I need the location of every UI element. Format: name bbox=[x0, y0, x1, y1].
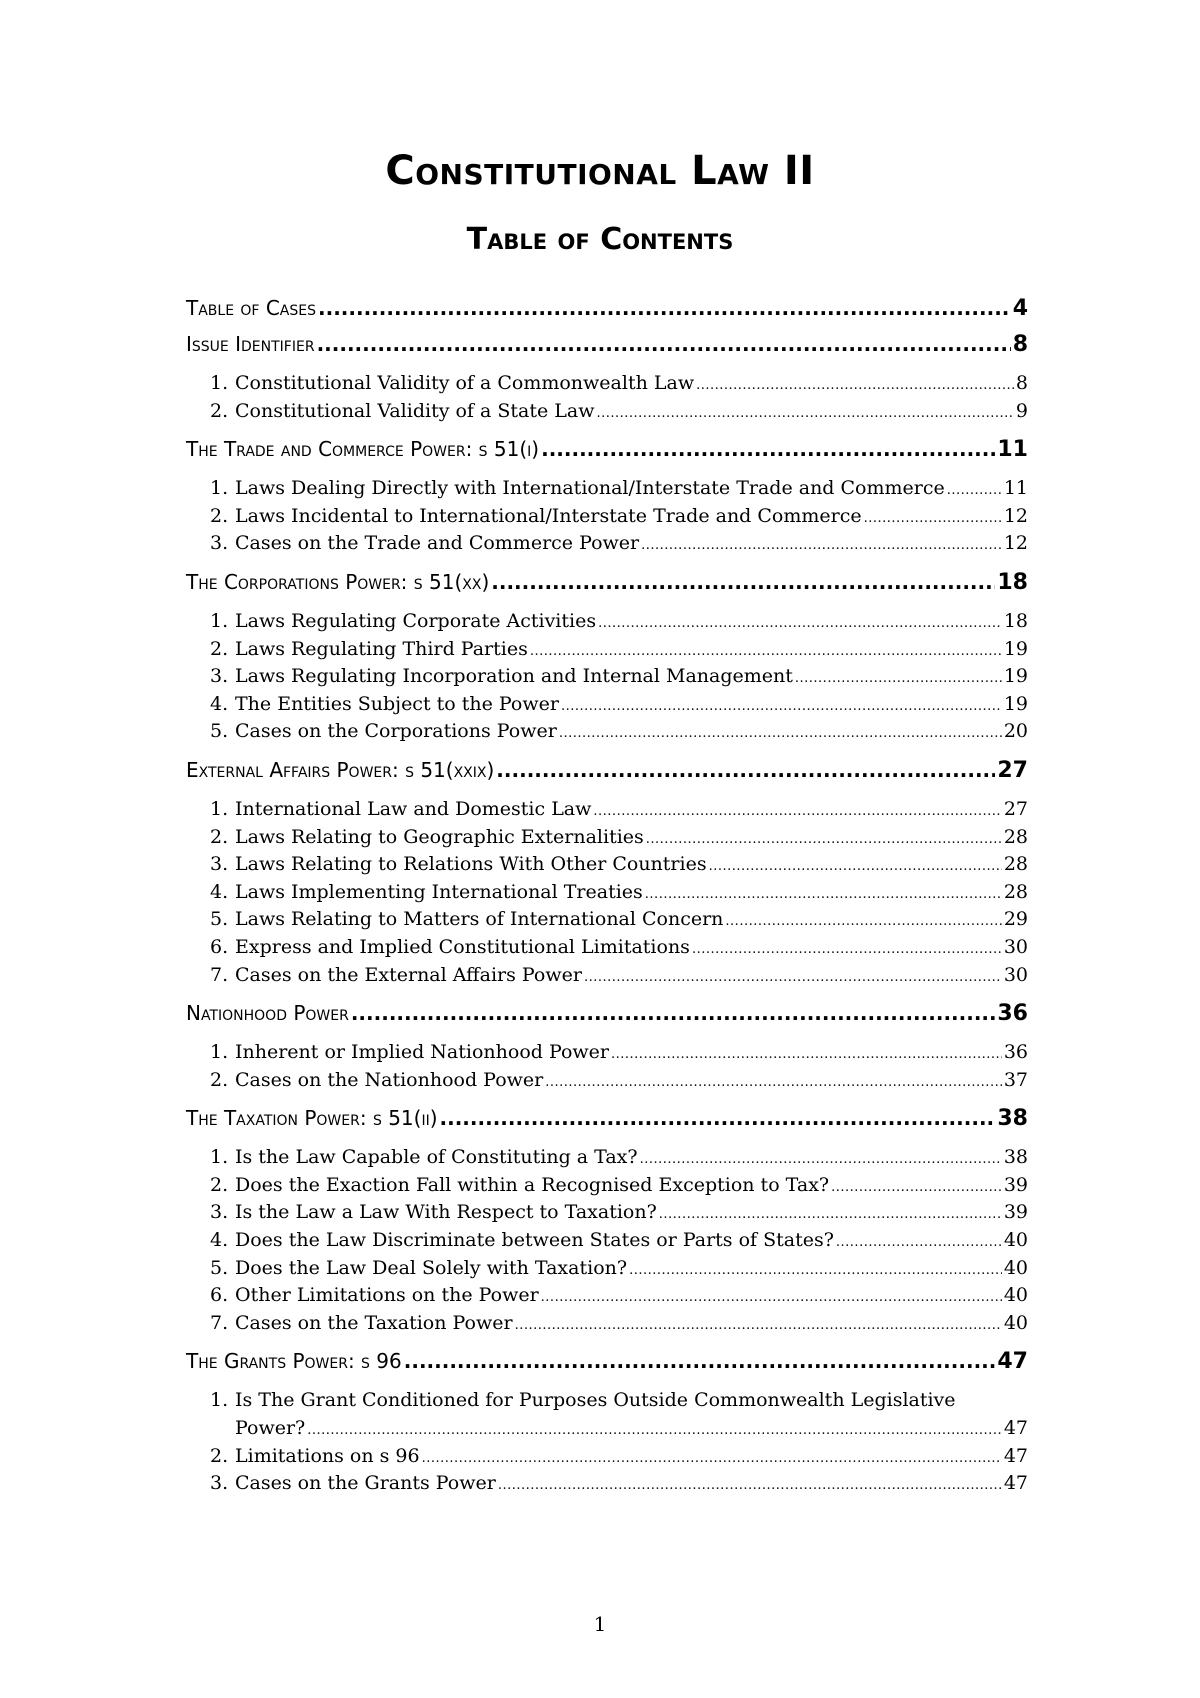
item-title: Constitutional Validity of a State Law bbox=[235, 399, 595, 422]
dot-leader bbox=[498, 1478, 1002, 1493]
item-number: 3. bbox=[210, 853, 229, 876]
dot-leader bbox=[515, 1318, 1002, 1333]
toc-section bbox=[186, 758, 1028, 991]
item-page: 39 bbox=[1003, 1173, 1028, 1196]
item-page: 30 bbox=[1003, 935, 1028, 958]
item-title: Laws Incidental to International/Interstate Trade and Commerce bbox=[235, 504, 862, 527]
section-title: The Grants Power: s 96 bbox=[186, 1349, 402, 1374]
item-number: 3. bbox=[210, 1472, 229, 1495]
item-page: 28 bbox=[1003, 853, 1028, 876]
item-number: 4. bbox=[210, 692, 229, 715]
dot-leader bbox=[541, 1290, 1002, 1305]
item-page: 18 bbox=[1003, 609, 1028, 632]
section-title: Issue Identifier bbox=[186, 332, 315, 356]
item-number: 2. bbox=[210, 637, 229, 660]
item-page: 36 bbox=[1003, 1041, 1028, 1064]
toc-section-heading[interactable] bbox=[186, 296, 1028, 332]
item-title: Laws Relating to Geographic Externalities bbox=[235, 825, 644, 848]
item-title: Does the Law Discriminate between States or Parts of States? bbox=[235, 1229, 834, 1252]
item-number: 2. bbox=[210, 1444, 229, 1467]
toc-item[interactable] bbox=[186, 1041, 1028, 1069]
toc-section bbox=[186, 1106, 1028, 1339]
item-page: 47 bbox=[1003, 1472, 1028, 1495]
toc-item[interactable] bbox=[186, 665, 1028, 693]
toc-item[interactable] bbox=[186, 400, 1028, 428]
section-page: 38 bbox=[997, 1106, 1028, 1132]
section-title: External Affairs Power: s 51(xxix) bbox=[186, 757, 495, 782]
dot-leader bbox=[307, 1423, 1002, 1438]
dot-leader bbox=[422, 1451, 1002, 1466]
toc-section-heading[interactable] bbox=[186, 758, 1028, 794]
item-title: Laws Implementing International Treaties bbox=[235, 880, 643, 903]
toc-item[interactable] bbox=[186, 610, 1028, 638]
item-title: Does the Law Deal Solely with Taxation? bbox=[235, 1256, 628, 1279]
item-page: 38 bbox=[1003, 1146, 1028, 1169]
dot-leader bbox=[696, 378, 1014, 393]
item-number: 1. bbox=[210, 372, 229, 394]
item-number: 1. bbox=[210, 477, 229, 500]
item-page: 40 bbox=[1003, 1284, 1028, 1307]
item-page: 8 bbox=[1015, 372, 1028, 394]
section-title: Nationhood Power bbox=[186, 1001, 349, 1026]
item-page: 12 bbox=[1003, 504, 1028, 527]
toc-item[interactable] bbox=[186, 638, 1028, 666]
section-page: 8 bbox=[1012, 332, 1028, 357]
toc-item[interactable] bbox=[186, 964, 1028, 992]
item-page: 28 bbox=[1003, 825, 1028, 848]
item-title: Cases on the Grants Power bbox=[235, 1472, 496, 1495]
section-title: The Corporations Power: s 51(xx) bbox=[186, 569, 490, 594]
item-number: 2. bbox=[210, 504, 229, 527]
dot-leader bbox=[947, 483, 1002, 498]
item-page: 19 bbox=[1003, 692, 1028, 715]
section-title: The Trade and Commerce Power: s 51(i) bbox=[186, 437, 540, 462]
item-title: International Law and Domestic Law bbox=[235, 797, 592, 820]
toc-item[interactable] bbox=[186, 1284, 1028, 1312]
dot-leader bbox=[598, 616, 1002, 631]
item-number: 3. bbox=[210, 665, 229, 688]
toc-item[interactable] bbox=[186, 1201, 1028, 1229]
toc-item-list bbox=[186, 372, 1028, 427]
dot-leader bbox=[317, 332, 1011, 356]
item-number: 4. bbox=[210, 1229, 229, 1252]
dot-leader bbox=[646, 832, 1002, 847]
toc-section-heading[interactable] bbox=[186, 1106, 1028, 1142]
toc-section-heading[interactable] bbox=[186, 1001, 1028, 1037]
item-page: 19 bbox=[1003, 665, 1028, 688]
item-page: 28 bbox=[1003, 880, 1028, 903]
item-title: Laws Dealing Directly with International/Interstate Trade and Commerce bbox=[235, 477, 945, 500]
table-of-contents bbox=[186, 296, 1028, 1510]
item-title: Laws Relating to Matters of International Concern bbox=[235, 908, 724, 931]
toc-section-heading[interactable] bbox=[186, 332, 1028, 368]
section-page: 36 bbox=[997, 1001, 1028, 1027]
toc-item[interactable] bbox=[186, 532, 1028, 560]
toc-item[interactable] bbox=[186, 693, 1028, 721]
item-number: 1. bbox=[210, 797, 229, 820]
item-number: 5. bbox=[210, 908, 229, 931]
dot-leader bbox=[641, 538, 1002, 553]
dot-leader bbox=[864, 511, 1002, 526]
item-title: Cases on the Nationhood Power bbox=[235, 1068, 544, 1091]
document-title: Constitutional Law II bbox=[385, 148, 815, 194]
dot-leader bbox=[645, 887, 1002, 902]
section-title: Table of Cases bbox=[186, 296, 316, 320]
dot-leader bbox=[692, 942, 1002, 957]
item-number: 2. bbox=[210, 399, 229, 422]
item-number: 3. bbox=[210, 532, 229, 555]
section-page: 18 bbox=[997, 569, 1028, 595]
item-title: Laws Regulating Third Parties bbox=[235, 637, 528, 660]
item-number: 5. bbox=[210, 720, 229, 743]
item-number: 1. bbox=[210, 1146, 229, 1169]
dot-leader bbox=[545, 1075, 1002, 1090]
item-page: 39 bbox=[1003, 1201, 1028, 1224]
item-number: 6. bbox=[210, 935, 229, 958]
item-page: 27 bbox=[1003, 797, 1028, 820]
item-number: 5. bbox=[210, 1256, 229, 1279]
toc-section bbox=[186, 1001, 1028, 1096]
toc-item[interactable] bbox=[186, 826, 1028, 854]
item-number: 7. bbox=[210, 1311, 229, 1334]
dot-leader bbox=[318, 296, 1011, 320]
item-page: 19 bbox=[1003, 637, 1028, 660]
dot-leader bbox=[404, 1349, 996, 1373]
item-page: 11 bbox=[1003, 477, 1028, 500]
toc-section-heading[interactable] bbox=[186, 1349, 1028, 1385]
item-page: 12 bbox=[1003, 532, 1028, 555]
item-number: 7. bbox=[210, 963, 229, 986]
section-title: The Taxation Power: s 51(ii) bbox=[186, 1106, 438, 1131]
item-page: 20 bbox=[1003, 720, 1028, 743]
dot-leader bbox=[795, 671, 1002, 686]
item-title-continued: Power? bbox=[235, 1417, 306, 1440]
dot-leader bbox=[709, 859, 1002, 874]
dot-leader bbox=[831, 1180, 1002, 1195]
dot-leader bbox=[659, 1207, 1002, 1222]
item-page: 47 bbox=[1003, 1417, 1028, 1440]
toc-item[interactable] bbox=[186, 1312, 1028, 1340]
dot-leader bbox=[559, 726, 1002, 741]
item-number: 1. bbox=[210, 1041, 229, 1064]
item-title: Cases on the Taxation Power bbox=[235, 1311, 513, 1334]
toc-item[interactable] bbox=[186, 936, 1028, 964]
dot-leader bbox=[584, 970, 1002, 985]
item-title: Cases on the Trade and Commerce Power bbox=[235, 532, 640, 555]
toc-item[interactable] bbox=[186, 1229, 1028, 1257]
toc-item[interactable] bbox=[186, 1472, 1028, 1500]
section-page: 27 bbox=[997, 757, 1028, 783]
dot-leader bbox=[351, 1001, 996, 1025]
item-title: Laws Regulating Incorporation and Internal Management bbox=[235, 665, 793, 688]
item-page: 30 bbox=[1003, 963, 1028, 986]
toc-item-list bbox=[186, 798, 1028, 991]
toc-item[interactable] bbox=[186, 798, 1028, 826]
item-title: Is the Law a Law With Respect to Taxation? bbox=[235, 1201, 657, 1224]
toc-section bbox=[186, 296, 1028, 332]
toc-item[interactable] bbox=[186, 1445, 1028, 1473]
toc-item[interactable] bbox=[186, 881, 1028, 909]
dot-leader bbox=[561, 699, 1002, 714]
item-title: Constitutional Validity of a Commonwealth Law bbox=[235, 372, 695, 394]
item-page: 40 bbox=[1003, 1311, 1028, 1334]
item-title: Inherent or Implied Nationhood Power bbox=[235, 1041, 610, 1064]
dot-leader bbox=[596, 406, 1013, 421]
dot-leader bbox=[440, 1106, 996, 1130]
item-title: Does the Exaction Fall within a Recognised Exception to Tax? bbox=[235, 1173, 830, 1196]
toc-item-list bbox=[186, 1041, 1028, 1096]
toc-section-heading[interactable] bbox=[186, 570, 1028, 606]
toc-item[interactable] bbox=[186, 1257, 1028, 1285]
item-title: Laws Relating to Relations With Other Countries bbox=[235, 853, 707, 876]
item-number: 6. bbox=[210, 1284, 229, 1307]
item-number: 2. bbox=[210, 1068, 229, 1091]
toc-item[interactable] bbox=[186, 372, 1028, 400]
dot-leader bbox=[611, 1047, 1002, 1062]
item-page: 29 bbox=[1003, 908, 1028, 931]
item-number: 2. bbox=[210, 825, 229, 848]
dot-leader bbox=[530, 644, 1002, 659]
page-number: 1 bbox=[593, 1612, 607, 1636]
item-page: 40 bbox=[1003, 1229, 1028, 1252]
item-title: Laws Regulating Corporate Activities bbox=[235, 609, 597, 632]
dot-leader bbox=[725, 914, 1001, 929]
toc-item[interactable] bbox=[186, 1389, 1028, 1444]
toc-section bbox=[186, 1349, 1028, 1499]
item-title: Limitations on s 96 bbox=[235, 1444, 420, 1467]
dot-leader bbox=[836, 1235, 1002, 1250]
dot-leader bbox=[629, 1263, 1002, 1278]
section-page: 4 bbox=[1012, 296, 1028, 321]
toc-item[interactable] bbox=[186, 505, 1028, 533]
toc-item[interactable] bbox=[186, 1174, 1028, 1202]
toc-item[interactable] bbox=[186, 1146, 1028, 1174]
toc-item[interactable] bbox=[186, 720, 1028, 748]
item-number: 2. bbox=[210, 1173, 229, 1196]
item-page: 40 bbox=[1003, 1256, 1028, 1279]
toc-item-list bbox=[186, 1146, 1028, 1339]
toc-item-list bbox=[186, 477, 1028, 560]
toc-item[interactable] bbox=[186, 1069, 1028, 1097]
item-title: Other Limitations on the Power bbox=[235, 1284, 539, 1307]
item-page: 37 bbox=[1003, 1068, 1028, 1091]
item-number: 1. bbox=[210, 1389, 229, 1412]
toc-item-list bbox=[186, 1389, 1028, 1499]
item-title: Is the Law Capable of Constituting a Tax? bbox=[235, 1146, 638, 1169]
item-title: Cases on the Corporations Power bbox=[235, 720, 557, 743]
item-number: 4. bbox=[210, 880, 229, 903]
item-title: Cases on the External Affairs Power bbox=[235, 963, 582, 986]
item-number: 3. bbox=[210, 1201, 229, 1224]
item-title: Express and Implied Constitutional Limitations bbox=[235, 935, 690, 958]
toc-item-list bbox=[186, 610, 1028, 748]
section-page: 47 bbox=[997, 1349, 1028, 1375]
section-page: 11 bbox=[997, 437, 1028, 463]
document-subtitle: Table of Contents bbox=[466, 222, 734, 257]
dot-leader bbox=[593, 804, 1001, 819]
item-page: 47 bbox=[1003, 1444, 1028, 1467]
item-number: 1. bbox=[210, 609, 229, 632]
item-title: Is The Grant Conditioned for Purposes Outside Commonwealth Legislative bbox=[235, 1389, 956, 1412]
dot-leader bbox=[541, 437, 995, 461]
dot-leader bbox=[491, 570, 995, 594]
toc-item[interactable] bbox=[186, 477, 1028, 505]
toc-section bbox=[186, 570, 1028, 748]
dot-leader bbox=[496, 758, 995, 782]
toc-section bbox=[186, 437, 1028, 560]
dot-leader bbox=[640, 1152, 1002, 1167]
item-title: The Entities Subject to the Power bbox=[235, 692, 559, 715]
toc-section bbox=[186, 332, 1028, 427]
item-page: 9 bbox=[1015, 399, 1028, 422]
toc-section-heading[interactable] bbox=[186, 437, 1028, 473]
toc-item[interactable] bbox=[186, 853, 1028, 881]
toc-item[interactable] bbox=[186, 908, 1028, 936]
